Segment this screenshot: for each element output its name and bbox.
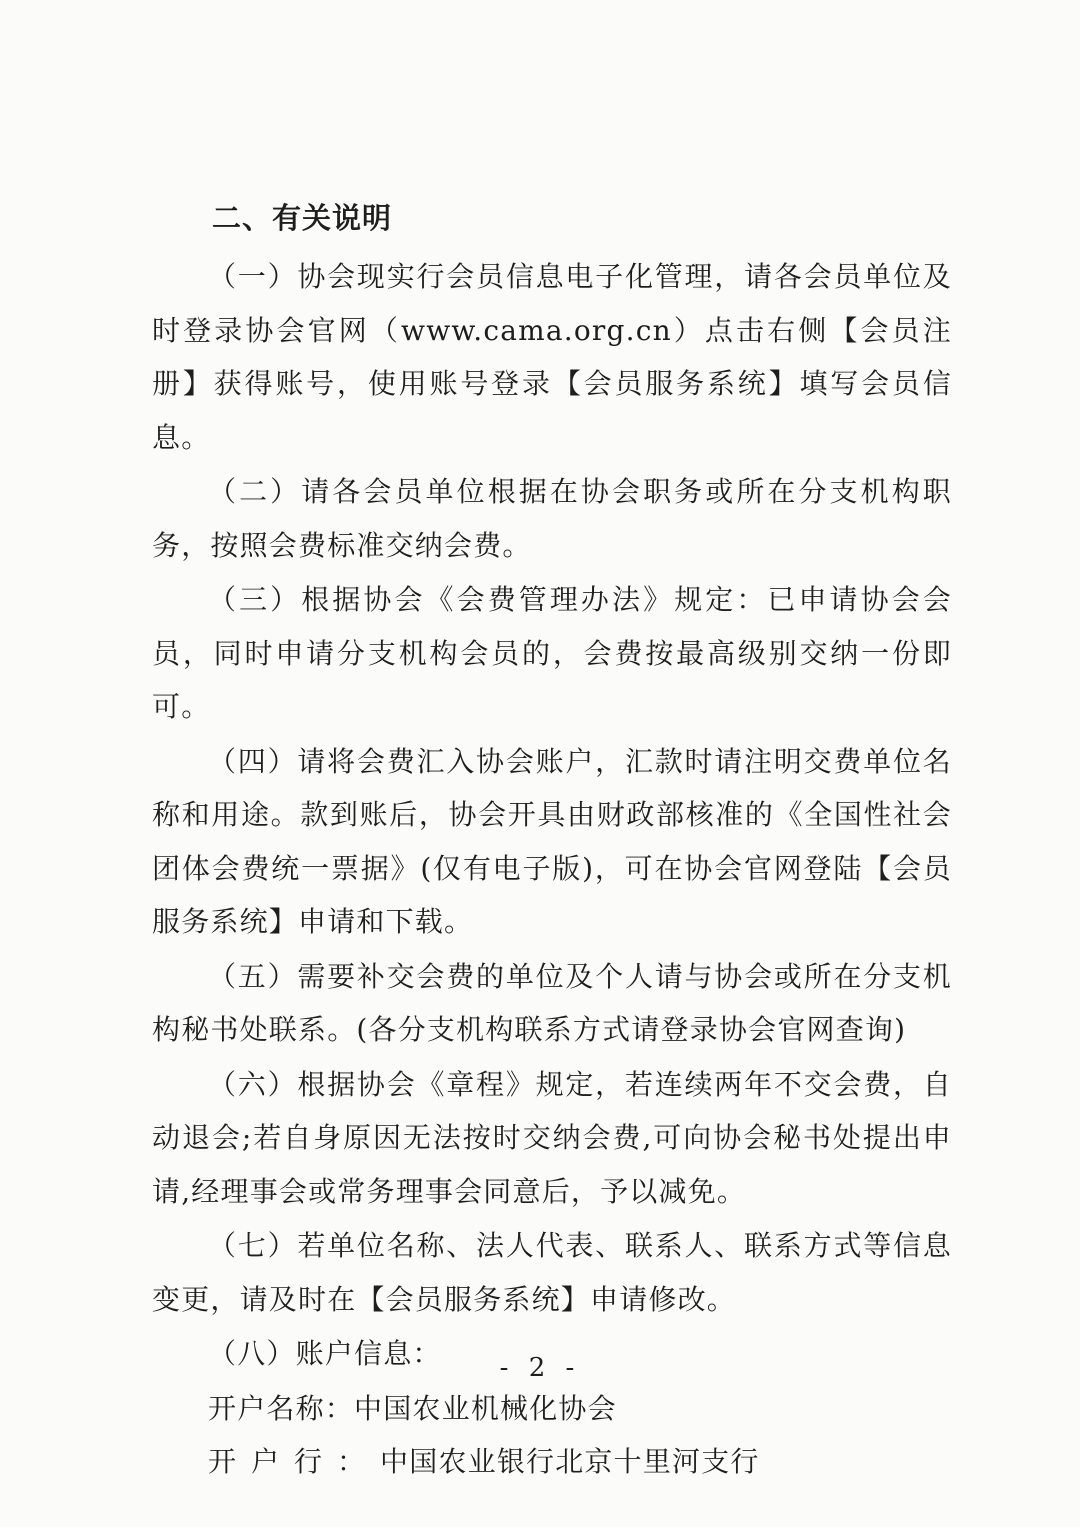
paragraph-3: （三）根据协会《会费管理办法》规定：已申请协会会员，同时申请分支机构会员的，会费按最高级别交纳一份即可。 bbox=[152, 583, 952, 723]
paragraph-5: （五）需要补交会费的单位及个人请与协会或所在分支机构秘书处联系。(各分支机构联系方式请登录协会官网查询) bbox=[152, 959, 952, 1046]
account-name-value: 中国农业机械化协会 bbox=[354, 1391, 617, 1425]
account-name-label: 开户名称： bbox=[208, 1391, 355, 1425]
paragraph-2: （二）请各会员单位根据在协会职务或所在分支机构职务，按照会费标准交纳会费。 bbox=[152, 475, 952, 562]
paragraph-6: （六）根据协会《章程》规定，若连续两年不交会费，自动退会;若自身原因无法按时交纳会费,可向协会秘书处提出申请,经理事会或常务理事会同意后，予以减免。 bbox=[152, 1067, 952, 1208]
paragraph-1: （一）协会现实行会员信息电子化管理，请各会员单位及时登录协会官网（www.cama.org.cn）点击右侧【会员注册】获得账号，使用账号登录【会员服务系统】填写会员信息。 bbox=[152, 260, 952, 454]
paragraph-8: （八）账户信息： bbox=[208, 1337, 442, 1370]
page-number: - 2 - bbox=[499, 1353, 581, 1383]
account-bank-value: 中国农业银行北京十里河支行 bbox=[380, 1445, 760, 1478]
account-bank-label: 开户行： bbox=[208, 1445, 381, 1478]
paragraph-4: （四）请将会费汇入协会账户，汇款时请注明交费单位名称和用途。款到账后，协会开具由财政部核准的《全国性社会团体会费统一票据》(仅有电子版)，可在协会官网登陆【会员服务系统】申请和下载。 bbox=[152, 744, 952, 938]
account-name-line bbox=[152, 1382, 952, 1436]
document-body bbox=[152, 250, 952, 1489]
paragraph-7: （七）若单位名称、法人代表、联系人、联系方式等信息变更，请及时在【会员服务系统】申请修改。 bbox=[152, 1229, 952, 1316]
account-bank-line bbox=[152, 1435, 952, 1489]
section-title: 二、有关说明 bbox=[212, 201, 393, 235]
